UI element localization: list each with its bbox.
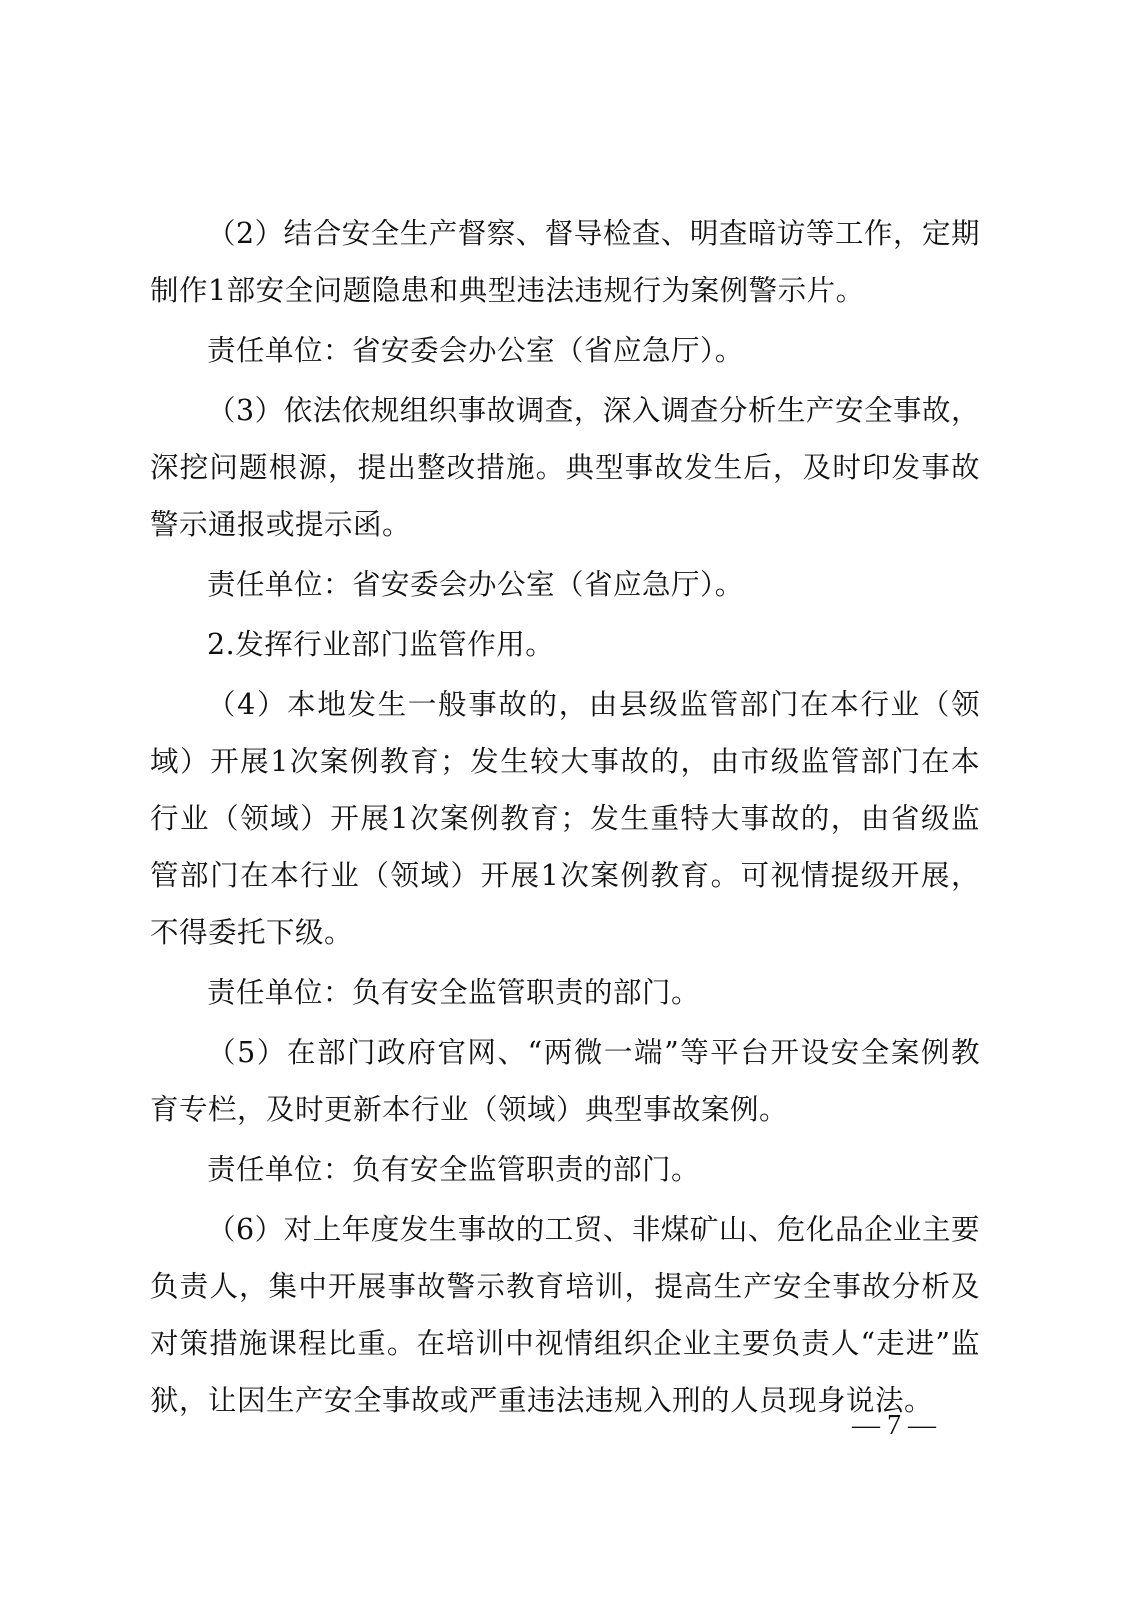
- paragraph-item-2: （2）结合安全生产督察、督导检查、明查暗访等工作，定期制作1部安全问题隐患和典型违法违规行为案例警示片。: [150, 217, 980, 307]
- paragraph-item-4: （4）本地发生一般事故的，由县级监管部门在本行业（领域）开展1次案例教育；发生较大事故的，由市级监管部门在本行业（领域）开展1次案例教育；发生重特大事故的，由省级监管部门在本行业（领域）开展1次案例教育。可视情提级开展，不得委托下级。: [150, 688, 980, 949]
- paragraph-item-6: （6）对上年度发生事故的工贸、非煤矿山、危化品企业主要负责人，集中开展事故警示教育培训，提高生产安全事故分析及对策措施课程比重。在培训中视情组织企业主要负责人“走进”监狱，让因生产安全事故或严重违法违规入刑的人员现身说法。: [150, 1213, 980, 1417]
- paragraph-item-5: （5）在部门政府官网、“两微一端”等平台开设安全案例教育专栏，及时更新本行业（领域）典型事故案例。: [150, 1036, 980, 1126]
- paragraph-item-3: （3）依法依规组织事故调查，深入调查分析生产安全事故，深挖问题根源，提出整改措施。典型事故发生后，及时印发事故警示通报或提示函。: [150, 394, 980, 541]
- document-body: [150, 205, 980, 1432]
- responsible-unit-item-5: 责任单位：负有安全监管职责的部门。: [207, 1153, 701, 1186]
- responsible-unit-item-4: 责任单位：负有安全监管职责的部门。: [207, 976, 701, 1009]
- responsible-unit-item-2: 责任单位：省安委会办公室（省应急厅）。: [207, 334, 744, 367]
- responsible-unit-item-3: 责任单位：省安委会办公室（省应急厅）。: [207, 568, 744, 601]
- page-number: — 7 —: [852, 1410, 936, 1441]
- section-heading: 2.发挥行业部门监管作用。: [207, 628, 555, 661]
